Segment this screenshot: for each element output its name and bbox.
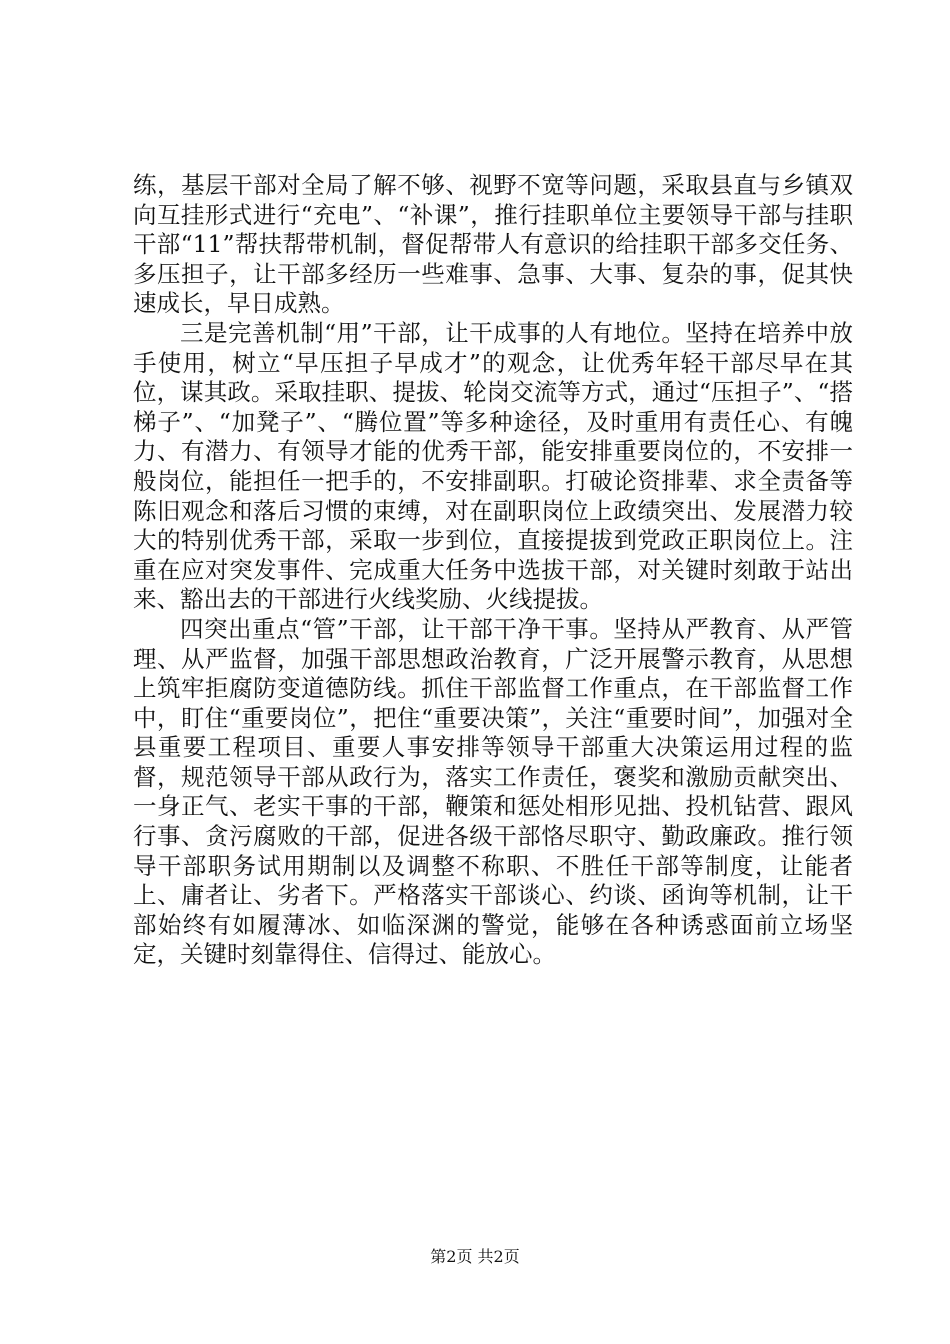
paragraph-3: 四突出重点“管”干部，让干部干净干事。坚持从严教育、从严管理、从严监督，加强干部思想政治教育，广泛开展警示教育，从思想上筑牢拒腐防变道德防线。抓住干部监督工作重点，在干部监督工作中，盯住“重要岗位”，把住“重要决策”，关注“重要时间”，加强对全县重要工程项目、重要人事安排等领导干部重大决策运用过程的监督，规范领导干部从政行为，落实工作责任，褒奖和激励贡献突出、一身正气、老实干事的干部，鞭策和惩处相形见拙、投机钻营、跟风行事、贪污腐败的干部，促进各级干部恪尽职守、勤政廉政。推行领导干部职务试用期制以及调整不称职、不胜任干部等制度，让能者上、庸者让、劣者下。严格落实干部谈心、约谈、函询等机制，让干部始终有如履薄冰、如临深渊的警觉，能够在各种诱惑面前立场坚定，关键时刻靠得住、信得过、能放心。: [133, 614, 853, 969]
body-text: [133, 171, 853, 970]
paragraph-2: 三是完善机制“用”干部，让干成事的人有地位。坚持在培养中放手使用，树立“早压担子早成才”的观念，让优秀年轻干部尽早在其位，谋其政。采取挂职、提拔、轮岗交流等方式，通过“压担子”、“搭梯子”、“加凳子”、“腾位置”等多种途径，及时重用有责任心、有魄力、有潜力、有领导才能的优秀干部，能安排重要岗位的，不安排一般岗位，能担任一把手的，不安排副职。打破论资排辈、求全责备等陈旧观念和落后习惯的束缚，对在副职岗位上政绩突出、发展潜力较大的特别优秀干部，采取一步到位，直接提拔到党政正职岗位上。注重在应对突发事件、完成重大任务中选拔干部，对关键时刻敢于站出来、豁出去的干部进行火线奖励、火线提拔。: [133, 318, 853, 614]
paragraph-1: 练，基层干部对全局了解不够、视野不宽等问题，采取县直与乡镇双向互挂形式进行“充电”、“补课”，推行挂职单位主要领导干部与挂职干部“11”帮扶帮带机制，督促帮带人有意识的给挂职干部多交任务、多压担子，让干部多经历一些难事、急事、大事、复杂的事，促其快速成长，早日成熟。: [133, 171, 853, 318]
page-number-footer: 第2页 共2页: [430, 1247, 520, 1266]
